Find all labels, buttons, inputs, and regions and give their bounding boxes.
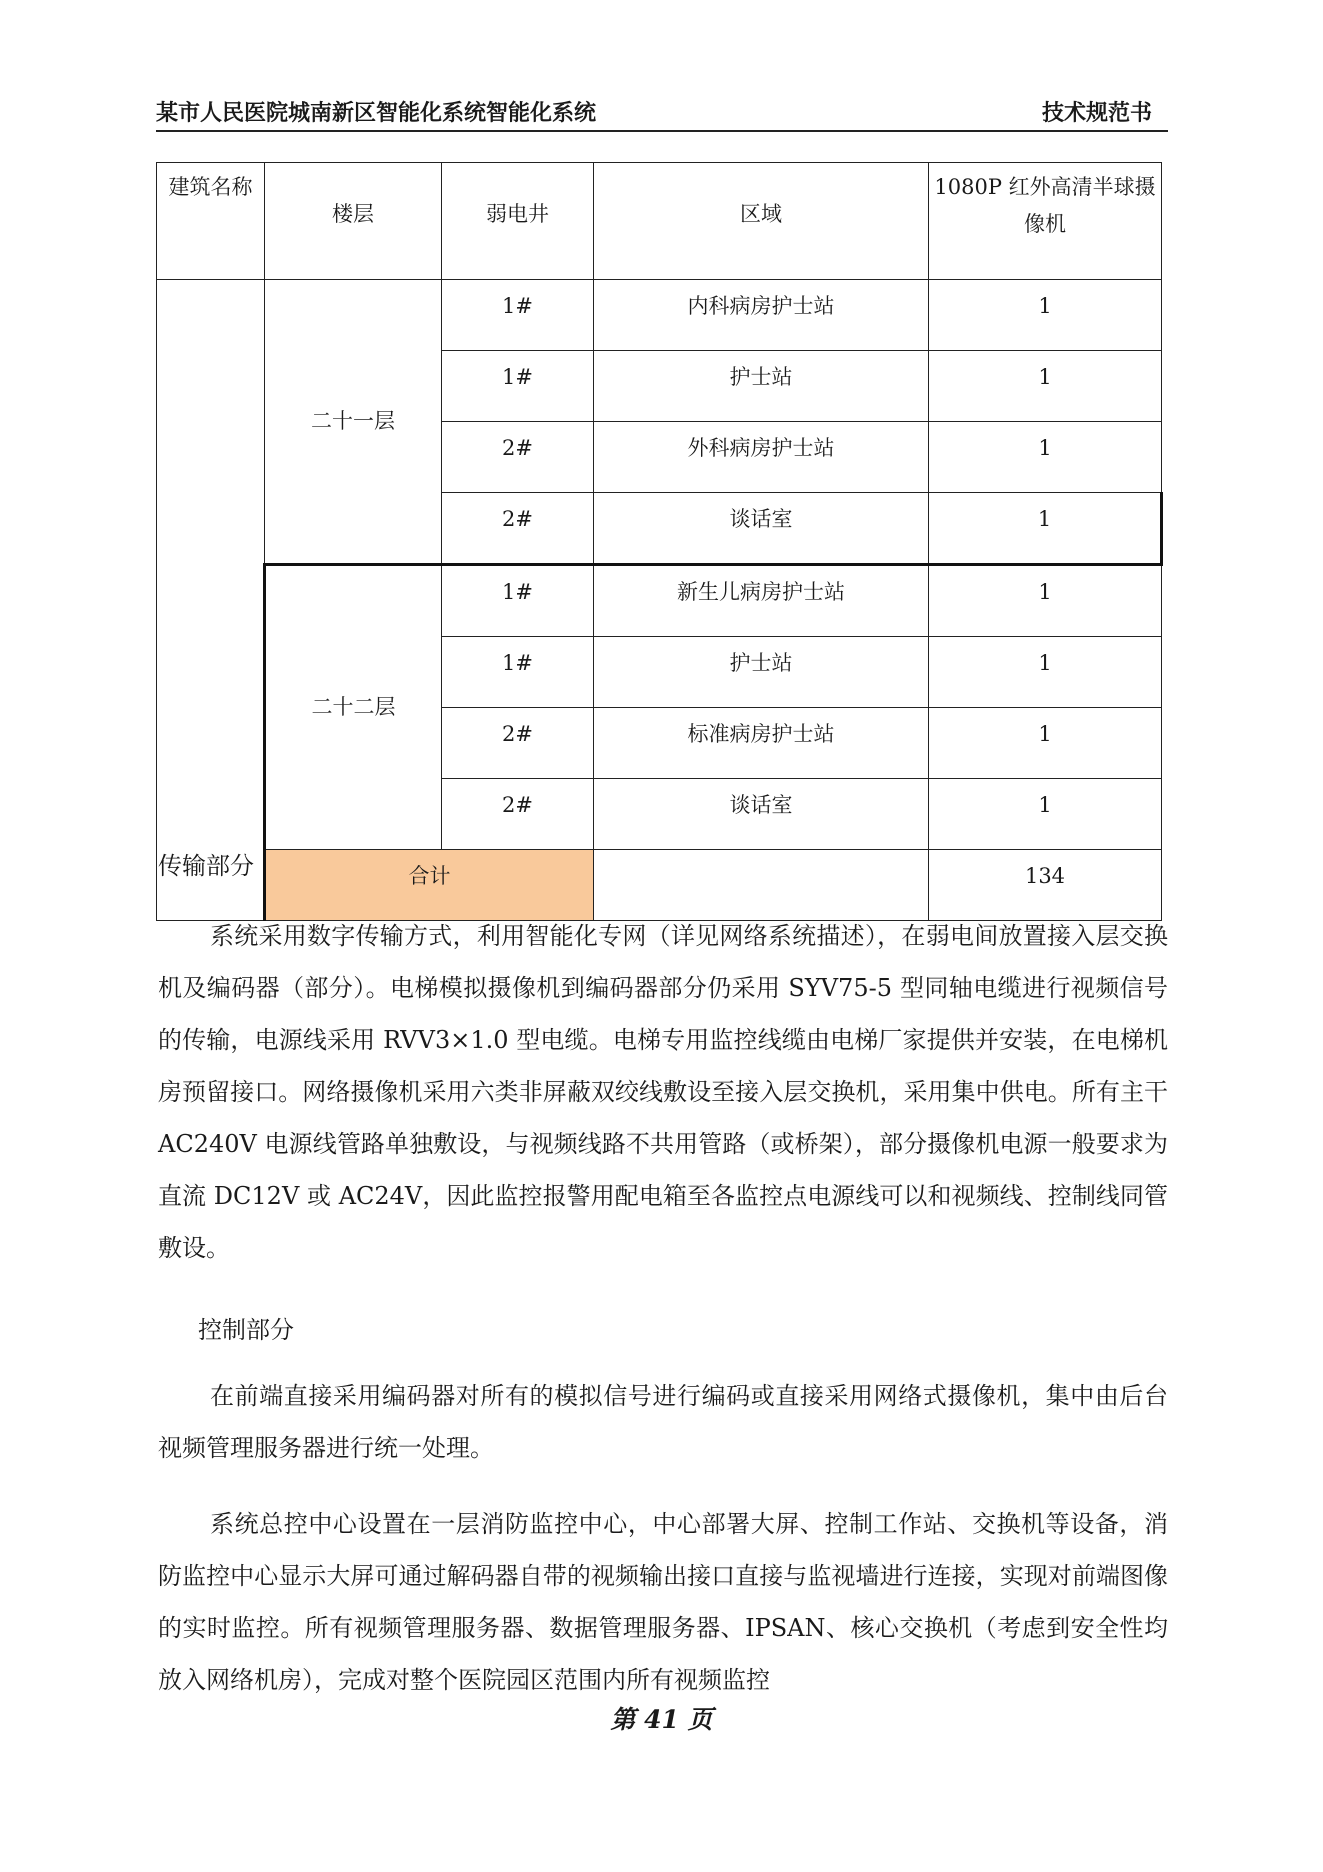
paragraph-control-2: 系统总控中心设置在一层消防监控中心，中心部署大屏、控制工作站、交换机等设备，消防监控中心显示大屏可通过解码器自带的视频输出接口直接与监视墙进行连接，实现对前端图像的实时监控。所有视频管理服务器、数据管理服务器、IPSAN、核心交换机（考虑到安全性均放入网络机房），完成对整个医院园区范围内所有视频监控: [158, 1510, 1168, 1694]
table-row: [157, 280, 1162, 351]
col-header-area: 区域: [594, 163, 929, 280]
paragraph-transmission: 系统采用数字传输方式，利用智能化专网（详见网络系统描述），在弱电间放置接入层交换机及编码器（部分）。电梯模拟摄像机到编码器部分仍采用 SYV75-5 型同轴电缆进行视频信号的传输，电源线采用 RVV3×1.0 型电缆。电梯专用监控线缆由电梯厂家提供并安装，在电梯机房预留接口。网络摄像机采用六类非屏蔽双绞线敷设至接入层交换机，采用集中供电。所有主干 AC240V 电源线管路单独敷设，与视频线路不共用管路（或桥架），部分摄像机电源一般要求为直流 DC12V 或 AC24V，因此监控报警用配电箱至各监控点电源线可以和视频线、控制线同管敷设。: [158, 922, 1168, 1262]
area-cell: 外科病房护士站: [594, 422, 929, 493]
shaft-cell: 1#: [442, 280, 594, 351]
count-cell: 1: [929, 779, 1162, 850]
document-title: 某市人民医院城南新区智能化系统智能化系统: [156, 101, 597, 126]
floor-cell: 二十二层: [265, 565, 442, 850]
col-header-shaft: 弱电井: [442, 163, 594, 280]
count-cell: 1: [929, 422, 1162, 493]
page-number: 第 41 页: [610, 1705, 713, 1734]
building-cell: [157, 280, 265, 921]
col-header-camera: 1080P 红外高清半球摄像机: [929, 163, 1162, 280]
shaft-cell: 1#: [442, 565, 594, 637]
shaft-cell: 2#: [442, 708, 594, 779]
total-value: 134: [929, 850, 1162, 921]
total-label: 合计: [265, 850, 594, 921]
shaft-cell: 1#: [442, 637, 594, 708]
area-cell: 护士站: [594, 637, 929, 708]
page-header: [156, 92, 1168, 132]
count-cell: 1: [929, 493, 1162, 565]
count-cell: 1: [929, 280, 1162, 351]
count-cell: 1: [929, 708, 1162, 779]
area-cell: 标准病房护士站: [594, 708, 929, 779]
section-title-control: 控制部分: [198, 1316, 294, 1344]
count-cell: 1: [929, 637, 1162, 708]
floor-cell: 二十一层: [265, 280, 442, 565]
shaft-cell: 2#: [442, 422, 594, 493]
area-cell: 新生儿病房护士站: [594, 565, 929, 637]
col-header-building: 建筑名称: [157, 163, 265, 280]
table-header-row: [157, 163, 1162, 280]
area-cell: 谈话室: [594, 493, 929, 565]
area-cell: 内科病房护士站: [594, 280, 929, 351]
area-cell: 护士站: [594, 351, 929, 422]
count-cell: 1: [929, 351, 1162, 422]
document-type: 技术规范书: [1041, 101, 1152, 126]
camera-table: [156, 162, 1163, 921]
shaft-cell: 2#: [442, 779, 594, 850]
paragraph-control-1: 在前端直接采用编码器对所有的模拟信号进行编码或直接采用网络式摄像机，集中由后台视频管理服务器进行统一处理。: [158, 1382, 1168, 1462]
section-title-transmission: 传输部分: [158, 852, 254, 880]
shaft-cell: 2#: [442, 493, 594, 565]
col-header-floor: 楼层: [265, 163, 442, 280]
count-cell: 1: [929, 565, 1162, 637]
area-cell: 谈话室: [594, 779, 929, 850]
table-row: [157, 565, 1162, 637]
shaft-cell: 1#: [442, 351, 594, 422]
